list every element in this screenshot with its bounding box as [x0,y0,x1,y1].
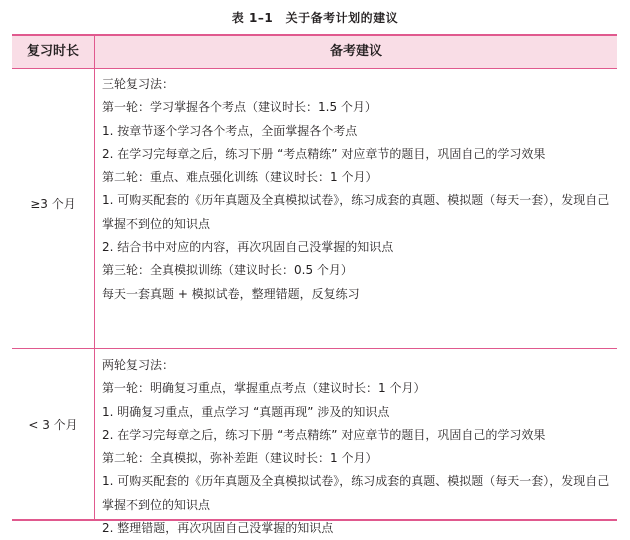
advice-line: 1. 可购买配套的《历年真题及全真模拟试卷》，练习成套的真题、模拟题（每天一套），发现自己掌握不到位的知识点 [102,474,610,512]
duration-cell: < 3 个月 [28,418,78,432]
table-row-three-months-plus [12,69,617,349]
advice-line: 1. 按章节逐个学习各个考点，全面掌握各个考点 [102,123,358,138]
advice-line: 1. 明确复习重点，重点学习 “真题再现” 涉及的知识点 [102,404,390,419]
advice-line: 三轮复习法： [102,77,175,91]
header-advice: 备考建议 [329,44,382,59]
advice-line: 第一轮：学习掌握各个考点（建议时长：1.5 个月） [102,100,377,115]
column-divider [94,36,95,519]
table-caption: 表 1–1 关于备考计划的建议 [231,11,399,25]
advice-line: 第二轮：全真模拟，弥补差距（建议时长：1 个月） [102,451,378,466]
table-header-row [12,36,617,69]
advice-line: 2. 整理错题，再次巩固自己没掌握的知识点 [102,521,334,536]
advice-line: 第二轮：重点、难点强化训练（建议时长：1 个月） [102,170,378,185]
advice-line: 每天一套真题 + 模拟试卷，整理错题，反复练习 [102,286,360,301]
advice-line: 2. 在学习完每章之后，练习下册 “考点精练” 对应章节的题目，巩固自己的学习效果 [102,427,546,442]
header-duration: 复习时长 [26,44,79,59]
table-row-under-three-months [12,349,617,536]
advice-cell [102,73,612,306]
advice-line: 2. 结合书中对应的内容，再次巩固自己没掌握的知识点 [102,240,394,255]
advice-cell [102,354,612,540]
advice-line: 第一轮：明确复习重点，掌握重点考点（建议时长：1 个月） [102,381,426,396]
advice-line: 2. 在学习完每章之后，练习下册 “考点精练” 对应章节的题目，巩固自己的学习效果 [102,146,546,161]
advice-line: 1. 可购买配套的《历年真题及全真模拟试卷》，练习成套的真题、模拟题（每天一套），发现自己掌握不到位的知识点 [102,193,610,231]
duration-cell: ≥3 个月 [30,197,76,211]
advice-line: 两轮复习法： [102,358,175,372]
study-plan-table [12,34,617,536]
advice-line: 第三轮：全真模拟训练（建议时长：0.5 个月） [102,263,353,278]
